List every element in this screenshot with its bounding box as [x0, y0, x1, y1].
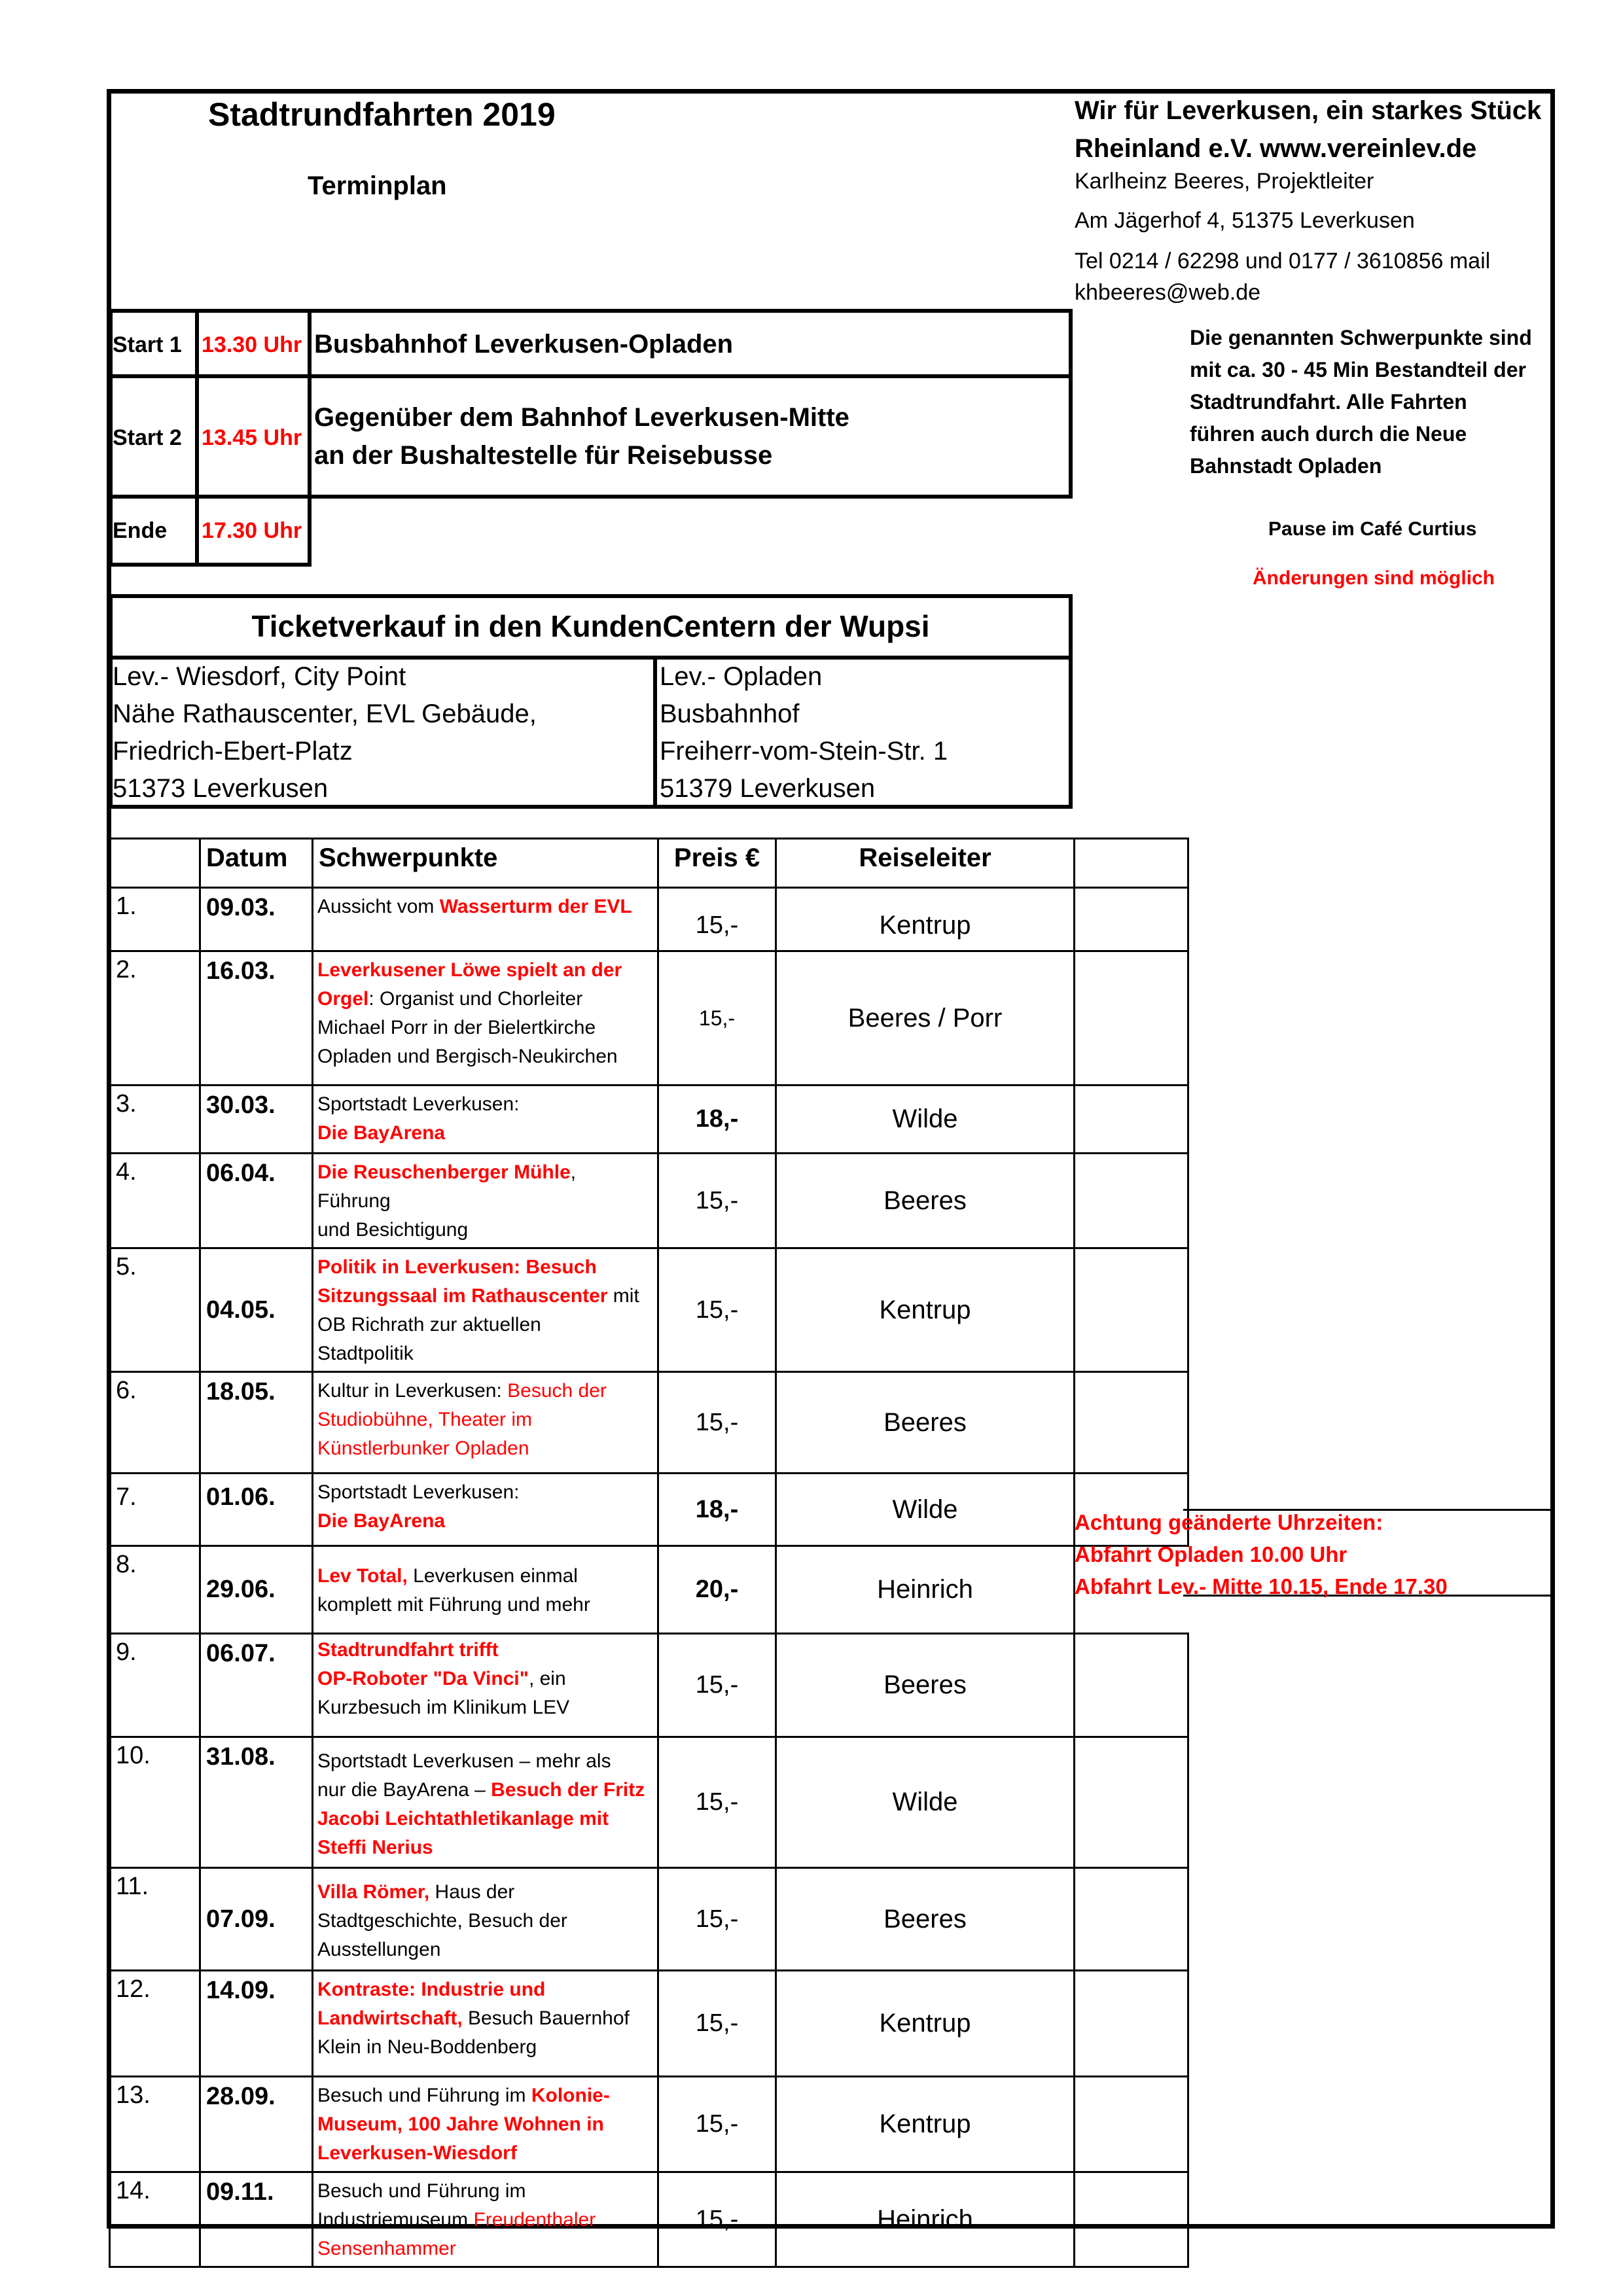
table-row — [110, 1086, 1188, 1154]
desc-text: Sportstadt Leverkusen – mehr als — [317, 1750, 611, 1772]
desc-highlight: Steffi Nerius — [317, 1837, 433, 1858]
desc-text: Kurzbesuch im Klinikum LEV — [317, 1697, 570, 1718]
row-extra — [1075, 1154, 1188, 1248]
start2-place-line1: Gegenüber dem Bahnhof Leverkusen-Mitte — [314, 403, 849, 432]
row-price: 15,- — [658, 2172, 776, 2267]
start2-label: Start 2 — [113, 425, 182, 450]
row-leader: Heinrich — [776, 2172, 1075, 2267]
desc-text: , Führung — [317, 1161, 577, 1212]
table-row — [110, 1971, 1188, 2077]
table-row — [110, 1634, 1188, 1737]
warning-line3: Abfahrt Lev.- Mitte 10.15, Ende 17.30 — [1075, 1574, 1448, 1598]
row-description — [313, 951, 658, 1086]
row-date: 31.08. — [200, 1737, 313, 1868]
row-date: 30.03. — [200, 1086, 313, 1154]
pause-note: Pause im Café Curtius — [1268, 518, 1477, 540]
table-row — [110, 1372, 1188, 1474]
row-description — [313, 1971, 658, 2077]
row-date: 06.04. — [200, 1154, 313, 1248]
desc-text: Sportstadt Leverkusen: — [317, 1481, 520, 1503]
notes-line1: Die genannten Schwerpunkte sind — [1190, 326, 1532, 349]
ticket-right-line: 51379 Leverkusen — [660, 774, 876, 803]
row-description — [313, 1634, 658, 1737]
row-price: 15,- — [658, 1868, 776, 1971]
header-leader: Reiseleiter — [776, 839, 1075, 888]
place-column-divider — [308, 309, 312, 499]
row-number: 10. — [110, 1737, 200, 1868]
table-row — [110, 888, 1188, 951]
desc-highlight: Politik in Leverkusen: Besuch — [317, 1256, 597, 1278]
start1-time: 13.30 Uhr — [202, 332, 302, 357]
org-name-line2: Rheinland e.V. www.vereinlev.de — [1075, 134, 1477, 163]
row-leader: Kentrup — [776, 888, 1075, 951]
table-row — [110, 1868, 1188, 1971]
ticket-left-line: Friedrich-Ebert-Platz — [113, 737, 353, 766]
row-price: 15,- — [658, 951, 776, 1086]
row-date: 06.07. — [200, 1634, 313, 1737]
row-number: 5. — [110, 1248, 200, 1372]
desc-text: Ausstellungen — [317, 1939, 441, 1960]
contact-email[interactable]: khbeeres@web.de — [1075, 280, 1261, 305]
notes-line4: führen auch durch die Neue — [1190, 422, 1467, 446]
desc-line — [317, 1665, 654, 1693]
notes-line3: Stadtrundfahrt. Alle Fahrten — [1190, 390, 1467, 414]
row-leader: Beeres — [776, 1154, 1075, 1248]
row-description — [313, 1154, 658, 1248]
desc-text: Aussicht vom — [317, 896, 440, 917]
row-price: 15,- — [658, 1737, 776, 1868]
row-leader: Kentrup — [776, 2077, 1075, 2172]
row-leader: Wilde — [776, 1086, 1075, 1154]
row-price: 15,- — [658, 2077, 776, 2172]
row-price: 15,- — [658, 1971, 776, 2077]
table-row — [110, 1154, 1188, 1248]
desc-highlight: Orgel — [317, 988, 369, 1010]
row-price: 15,- — [658, 1372, 776, 1474]
row-extra — [1075, 2172, 1188, 2267]
desc-line — [317, 1776, 654, 1805]
row-date: 29.06. — [200, 1546, 313, 1634]
table-row — [110, 2172, 1188, 2267]
desc-text: komplett mit Führung und mehr — [317, 1593, 590, 1616]
contact-phone: Tel 0214 / 62298 und 0177 / 3610856 mail — [1075, 249, 1491, 274]
row-description — [313, 888, 658, 951]
ticket-left-line: 51373 Leverkusen — [113, 774, 329, 803]
row-date: 01.06. — [200, 1474, 313, 1546]
row-leader: Heinrich — [776, 1546, 1075, 1634]
desc-highlight: Stadtrundfahrt trifft — [317, 1639, 499, 1661]
desc-text: Besuch und Führung im — [317, 2180, 526, 2202]
table-header-row — [110, 839, 1188, 888]
row-date: 18.05. — [200, 1372, 313, 1474]
warning-line1: Achtung geänderte Uhrzeiten: — [1075, 1510, 1383, 1534]
row-extra — [1075, 1248, 1188, 1372]
desc-highlight: Leverkusen-Wiesdorf — [317, 2142, 517, 2164]
end-label: Ende — [113, 518, 168, 543]
row-extra — [1075, 2077, 1188, 2172]
row-extra — [1075, 888, 1188, 951]
row-extra — [1075, 1737, 1188, 1868]
desc-highlight: Besuch der — [507, 1380, 607, 1402]
desc-line — [317, 1282, 654, 1311]
table-row — [110, 1546, 1188, 1634]
row-price: 15,- — [658, 888, 776, 951]
desc-line — [317, 2081, 654, 2110]
desc-highlight: Die BayArena — [317, 1122, 446, 1144]
desc-text: OB Richrath zur aktuellen — [317, 1314, 541, 1335]
desc-text: Besuch und Führung im — [317, 2085, 531, 2106]
desc-highlight: Besuch der Fritz — [491, 1779, 645, 1801]
header-extra — [1075, 839, 1188, 888]
schedule-table — [109, 838, 1189, 2268]
row-description — [313, 1737, 658, 1868]
desc-highlight: Freudenthaler — [473, 2209, 596, 2231]
row-leader: Wilde — [776, 1474, 1075, 1546]
warning-line2: Abfahrt Opladen 10.00 Uhr — [1075, 1542, 1347, 1566]
time-column-divider — [195, 309, 199, 567]
desc-highlight: Landwirtschaft, — [317, 2007, 463, 2029]
end-time: 17.30 Uhr — [202, 518, 302, 543]
desc-highlight: Villa Römer, — [317, 1881, 430, 1903]
row-date: 04.05. — [200, 1248, 313, 1372]
desc-text: Leverkusen einmal — [407, 1564, 578, 1587]
desc-highlight: Leverkusener Löwe spielt an der — [317, 959, 622, 981]
row-number: 11. — [110, 1868, 200, 1971]
contact-person: Karlheinz Beeres, Projektleiter — [1075, 169, 1374, 194]
start1-place: Busbahnhof Leverkusen-Opladen — [314, 330, 734, 359]
desc-highlight: Sitzungssaal im Rathauscenter — [317, 1285, 608, 1307]
row-description — [313, 1372, 658, 1474]
org-name-line1: Wir für Leverkusen, ein starkes Stück — [1075, 96, 1542, 125]
row-description — [313, 2172, 658, 2267]
desc-highlight: Sensenhammer — [317, 2238, 456, 2259]
desc-line — [317, 2206, 654, 2234]
notes-line5: Bahnstadt Opladen — [1190, 454, 1382, 478]
row-description — [313, 2077, 658, 2172]
desc-text: Stadtpolitik — [317, 1343, 414, 1364]
desc-highlight: Kontraste: Industrie und — [317, 1979, 546, 2000]
header-date: Datum — [200, 839, 313, 888]
row-leader: Beeres — [776, 1634, 1075, 1737]
desc-highlight: Jacobi Leichtathletikanlage mit — [317, 1808, 609, 1829]
start1-label: Start 1 — [113, 332, 182, 357]
row-price: 18,- — [658, 1086, 776, 1154]
page-title: Stadtrundfahrten 2019 — [208, 96, 556, 133]
table-row — [110, 1248, 1188, 1372]
row-price: 15,- — [658, 1634, 776, 1737]
row-date: 16.03. — [200, 951, 313, 1086]
desc-highlight: Lev Total, — [317, 1564, 408, 1587]
desc-text: Besuch Bauernhof — [462, 2007, 630, 2029]
desc-text: : Organist und Chorleiter — [368, 988, 583, 1010]
desc-line — [317, 1878, 654, 1907]
start2-place-line2: an der Bushaltestelle für Reisebusse — [314, 441, 773, 470]
desc-highlight: Museum, 100 Jahre Wohnen in — [317, 2113, 604, 2135]
desc-highlight: Wasserturm der EVL — [439, 896, 632, 917]
row-extra — [1075, 1086, 1188, 1154]
ticket-left-line: Nähe Rathauscenter, EVL Gebäude, — [113, 699, 537, 728]
header-focus: Schwerpunkte — [313, 839, 658, 888]
ticket-right-line: Busbahnhof — [660, 699, 800, 728]
desc-text: mit — [607, 1285, 639, 1307]
row-number: 13. — [110, 2077, 200, 2172]
row-extra — [1075, 1868, 1188, 1971]
table-row — [110, 1474, 1188, 1546]
desc-text: Klein in Neu-Boddenberg — [317, 2036, 537, 2058]
desc-text: , ein — [528, 1668, 566, 1689]
desc-highlight: Studiobühne, Theater im — [317, 1409, 532, 1430]
table-row — [110, 2077, 1188, 2172]
desc-highlight: OP-Roboter "Da Vinci" — [317, 1668, 529, 1689]
row-price: 18,- — [658, 1474, 776, 1546]
desc-text: Haus der — [429, 1881, 515, 1903]
row-price: 15,- — [658, 1248, 776, 1372]
row-number: 6. — [110, 1372, 200, 1474]
row-price: 15,- — [658, 1154, 776, 1248]
desc-line — [317, 1562, 654, 1591]
desc-text: Kultur in Leverkusen: — [317, 1380, 508, 1402]
ticket-right-line: Freiherr-vom-Stein-Str. 1 — [660, 737, 948, 766]
row-date: 09.11. — [200, 2172, 313, 2267]
ticket-left-line: Lev.- Wiesdorf, City Point — [113, 662, 406, 691]
ticket-left-address — [113, 658, 537, 807]
row-leader: Kentrup — [776, 1248, 1075, 1372]
row-leader: Wilde — [776, 1737, 1075, 1868]
desc-line — [317, 1377, 654, 1405]
desc-text: und Besichtigung — [317, 1219, 469, 1241]
row-extra — [1075, 1372, 1188, 1474]
desc-text: Sportstadt Leverkusen: — [317, 1093, 520, 1115]
row-number: 1. — [110, 888, 200, 951]
start2-time: 13.45 Uhr — [202, 425, 302, 450]
row-description — [313, 1546, 658, 1634]
desc-text: Industriemuseum — [317, 2209, 474, 2231]
notes-line2: mit ca. 30 - 45 Min Bestandteil der — [1190, 358, 1526, 381]
row-price: 20,- — [658, 1546, 776, 1634]
row-number: 8. — [110, 1546, 200, 1634]
ticket-divider — [653, 656, 657, 809]
row-leader: Beeres / Porr — [776, 951, 1075, 1086]
row-extra — [1075, 1971, 1188, 2077]
notes-block — [1190, 322, 1532, 482]
desc-text: Stadtgeschichte, Besuch der — [317, 1910, 567, 1932]
header-price: Preis € — [658, 839, 776, 888]
row-date: 09.03. — [200, 888, 313, 951]
row-extra — [1075, 1634, 1188, 1737]
desc-line — [317, 1158, 654, 1216]
changes-note: Änderungen sind möglich — [1253, 567, 1495, 589]
row-number: 14. — [110, 2172, 200, 2267]
row-number: 2. — [110, 951, 200, 1086]
row-date: 07.09. — [200, 1868, 313, 1971]
row-number: 4. — [110, 1154, 200, 1248]
desc-text: Opladen und Bergisch-Neukirchen — [317, 1046, 618, 1067]
row-number: 3. — [110, 1086, 200, 1154]
ticket-right-address — [660, 658, 948, 807]
row-leader: Beeres — [776, 1868, 1075, 1971]
row-number: 7. — [110, 1474, 200, 1546]
desc-text: nur die BayArena – — [317, 1779, 491, 1801]
desc-text: Michael Porr in der Bielertkirche — [317, 1017, 596, 1038]
row-extra — [1075, 951, 1188, 1086]
ticket-right-line: Lev.- Opladen — [660, 662, 823, 691]
contact-address: Am Jägerhof 4, 51375 Leverkusen — [1075, 208, 1415, 233]
row-description — [313, 1248, 658, 1372]
desc-highlight: Künstlerbunker Opladen — [317, 1438, 529, 1459]
row-date: 14.09. — [200, 1971, 313, 2077]
desc-line — [317, 2004, 654, 2033]
row-leader: Beeres — [776, 1372, 1075, 1474]
header-nr — [110, 839, 200, 888]
table-row — [110, 951, 1188, 1086]
desc-line — [317, 985, 654, 1014]
row-number: 9. — [110, 1634, 200, 1737]
table-row — [110, 1737, 1188, 1868]
desc-highlight: Die BayArena — [317, 1510, 446, 1532]
desc-highlight: Kolonie- — [531, 2085, 610, 2106]
ticket-title: Ticketverkauf in den KundenCentern der Wupsi — [251, 609, 930, 643]
row-leader: Kentrup — [776, 1971, 1075, 2077]
desc-highlight: Die Reuschenberger Mühle — [317, 1161, 571, 1183]
warning-text — [1075, 1506, 1448, 1602]
row-description — [313, 1474, 658, 1546]
page-subtitle: Terminplan — [308, 171, 447, 200]
row-description — [313, 1868, 658, 1971]
row-date: 28.09. — [200, 2077, 313, 2172]
row-description — [313, 1086, 658, 1154]
row-number: 12. — [110, 1971, 200, 2077]
